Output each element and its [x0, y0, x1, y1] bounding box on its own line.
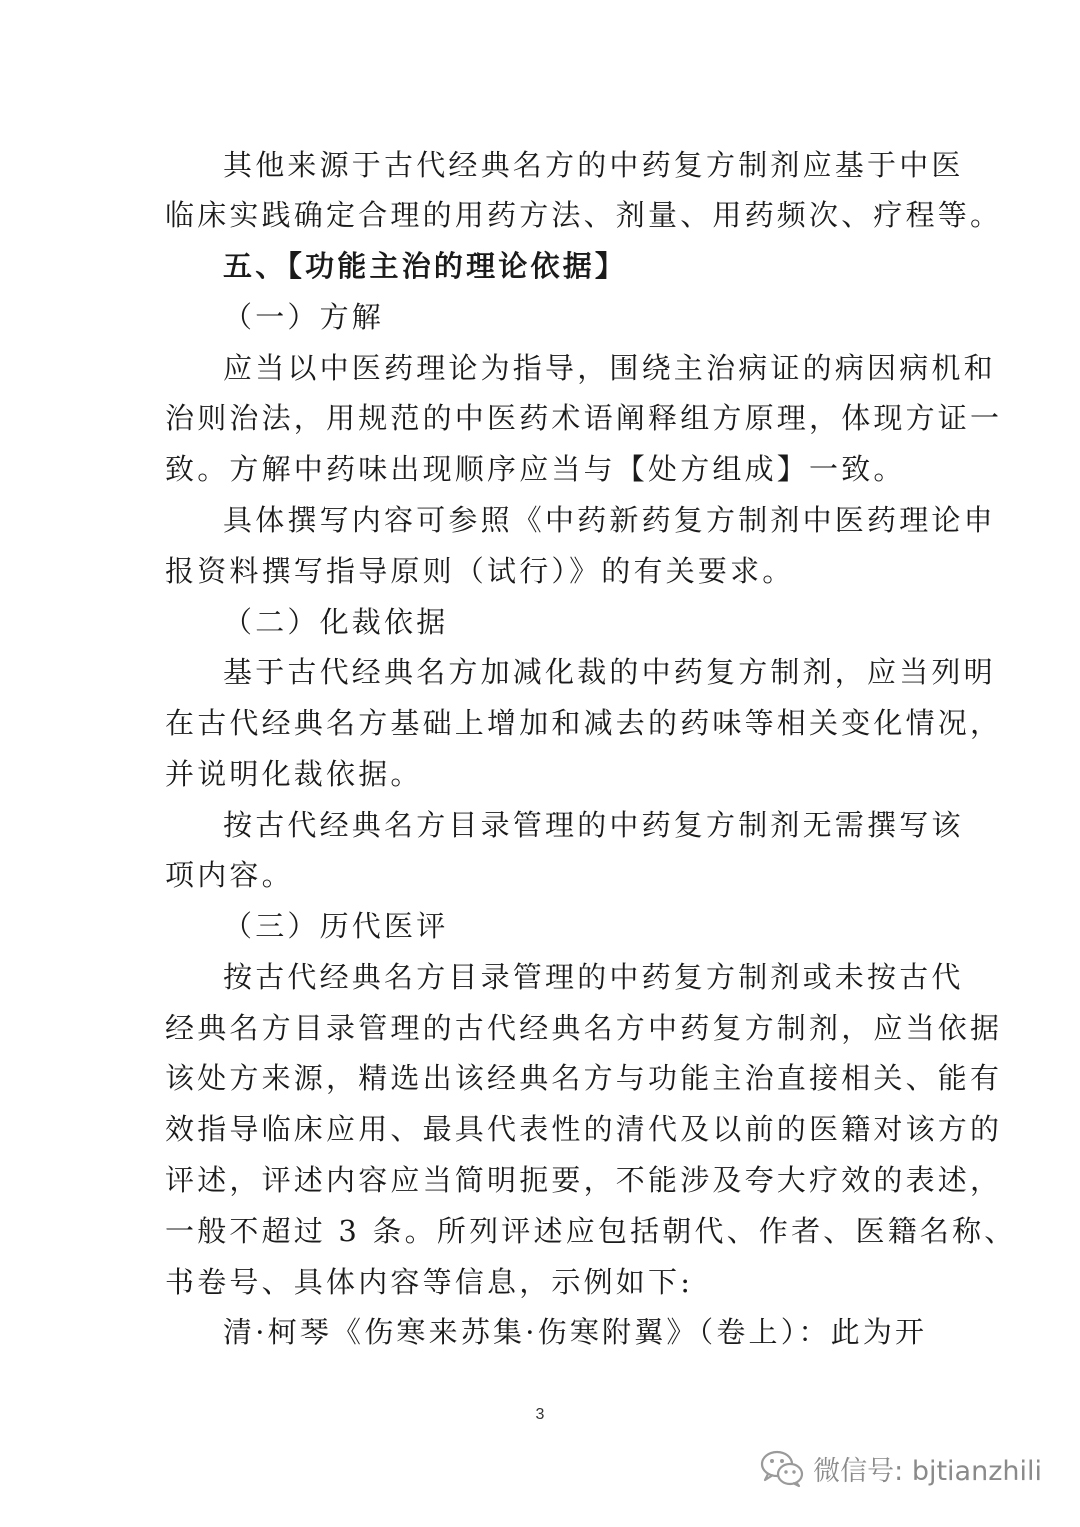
paragraph-line: 评述，评述内容应当简明扼要，不能涉及夸大疗效的表述， — [165, 1163, 1003, 1197]
paragraph-line: 清·柯琴《伤寒来苏集·伤寒附翼》（卷上）：此为开 — [223, 1315, 928, 1349]
paragraph-line: 具体撰写内容可参照《中药新药复方制剂中医药理论申 — [223, 503, 996, 537]
paragraph-line: 报资料撰写指导原则（试行）》的有关要求。 — [165, 554, 795, 588]
paragraph-line: 按古代经典名方目录管理的中药复方制剂或未按古代 — [223, 960, 964, 994]
paragraph-line: 治则治法，用规范的中医药术语阐释组方原理，体现方证一 — [165, 401, 1003, 435]
paragraph-line: 致。方解中药味出现顺序应当与【处方组成】一致。 — [165, 452, 906, 486]
page-number: 3 — [535, 1406, 545, 1423]
paragraph-line: 经典名方目录管理的古代经典名方中药复方制剂，应当依据 — [165, 1011, 1003, 1045]
paragraph-line: 应当以中医药理论为指导，围绕主治病证的病因病机和 — [223, 351, 996, 385]
paragraph-line: 其他来源于古代经典名方的中药复方制剂应基于中医 — [223, 148, 964, 182]
watermark-text: 微信号: bjtianzhili — [813, 1455, 1042, 1487]
paragraph-line: 一般不超过 3 条。所列评述应包括朝代、作者、医籍名称、 — [165, 1214, 1017, 1248]
paragraph-line: 书卷号、具体内容等信息，示例如下: — [165, 1265, 694, 1299]
subsection-heading: （三）历代医评 — [223, 909, 449, 943]
paragraph-line: 在古代经典名方基础上增加和减去的药味等相关变化情况， — [165, 706, 1003, 740]
paragraph-line: 基于古代经典名方加减化裁的中药复方制剂，应当列明 — [223, 655, 996, 689]
paragraph-line: 临床实践确定合理的用药方法、剂量、用药频次、疗程等。 — [165, 198, 1003, 232]
section-heading: 五、【功能主治的理论依据】 — [223, 249, 628, 283]
paragraph-line: 按古代经典名方目录管理的中药复方制剂无需撰写该 — [223, 808, 964, 842]
paragraph-line: 并说明化裁依据。 — [165, 757, 423, 791]
wechat-icon — [759, 1448, 805, 1488]
subsection-heading: （一）方解 — [223, 300, 385, 334]
wechat-watermark — [759, 1446, 1042, 1490]
paragraph-line: 该处方来源，精选出该经典名方与功能主治直接相关、能有 — [165, 1061, 1003, 1095]
subsection-heading: （二）化裁依据 — [223, 605, 449, 639]
paragraph-line: 项内容。 — [165, 858, 294, 892]
paragraph-line: 效指导临床应用、最具代表性的清代及以前的医籍对该方的 — [165, 1112, 1003, 1146]
